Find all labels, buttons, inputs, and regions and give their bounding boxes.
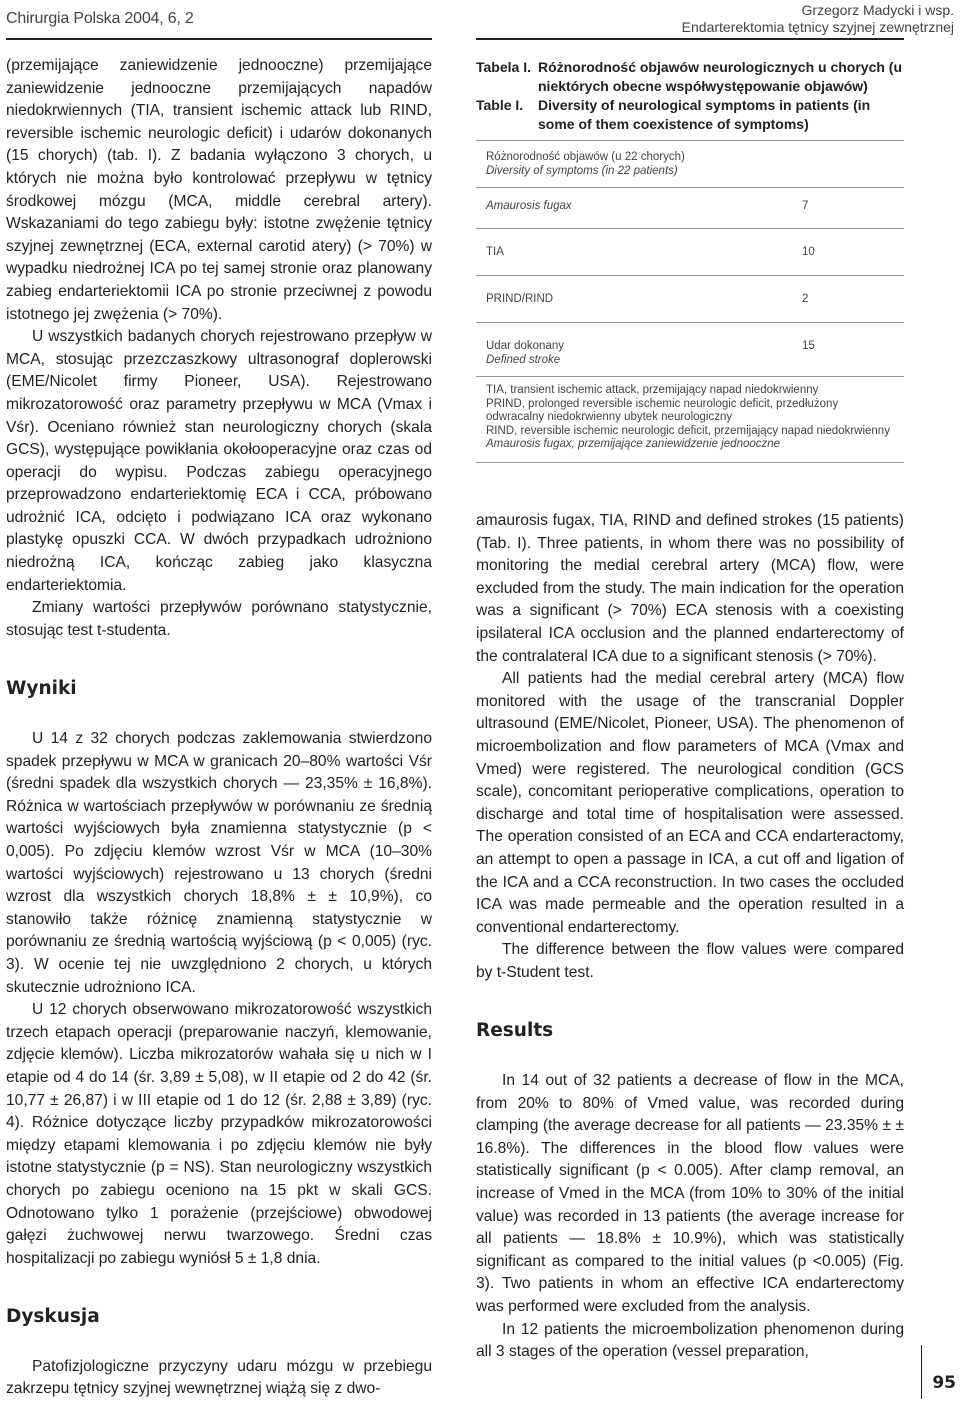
paragraph: Zmiany wartości przepływów porównano statystycznie, stosując test t-studenta. xyxy=(6,599,432,639)
table-header-pl: Różnorodność objawów (u 22 chorych) xyxy=(486,151,685,163)
table-note: PRIND, prolonged reversible ischemic neurologic deficit, przedłużony odwracalny niedokrwienny ubytek neurologiczny xyxy=(486,397,839,423)
table-rule xyxy=(476,376,904,377)
caption-title: Diversity of neurological symptoms in patients (in some of them coexistence of symptoms) xyxy=(538,97,871,132)
table-note: Amaurosis fugax, przemijające zaniewidzenie jednooczne xyxy=(486,438,781,450)
row-value: 7 xyxy=(802,200,809,212)
row-label: Amaurosis fugax xyxy=(486,200,572,212)
section-heading-wyniki: Wyniki xyxy=(6,678,77,700)
row-label: TIA xyxy=(486,246,504,258)
paragraph: U wszystkich badanych chorych rejestrowano przepływ w MCA, stosując przezczaszkowy ultrasonograf doplerowski (EME/Nicolet firmy Pioneer, USA). Rejestrowano mikrozatorowość oraz parametry przepływu w MCA (Vmax i Vśr). Oceniano również stan neurologiczny chorych (skala GCS), występujące powikłania okołooperacyjne oraz czas od operacji do wypisu. Podczas zabiegu operacyjnego przeprowadzono endarteriektomię ECA i CCA, próbowano udrożnić ICA, odcięto i podwiązano ICA oraz wykonano plastykę opuszki CCA. W dwóch przypadkach udrożniono niedrożną ICA, kończąc zabieg jako klasyczna endarteriektomia. xyxy=(6,328,432,594)
right-column xyxy=(476,510,904,1364)
paragraph: The difference between the flow values were compared by t-Student test. xyxy=(476,941,904,981)
row-label: Udar dokonany xyxy=(486,340,564,352)
table-note: TIA, transient ischemic attack, przemijający napad niedokrwienny xyxy=(486,384,819,396)
table-rule xyxy=(476,462,904,463)
page-number: 95 xyxy=(932,1373,956,1393)
table-rule xyxy=(476,140,904,141)
caption-label: Table I. xyxy=(476,97,524,113)
table-rule xyxy=(476,322,904,323)
caption-pl xyxy=(476,58,904,96)
row-label: PRIND/RIND xyxy=(486,293,554,305)
table-caption xyxy=(476,58,904,134)
row-value: 2 xyxy=(802,293,809,305)
caption-title: Różnorodność objawów neurologicznych u chorych (u niektórych obecne współwystępowanie objawów) xyxy=(538,59,903,94)
table-notes xyxy=(486,384,896,452)
row-value: 10 xyxy=(802,246,815,258)
table-row xyxy=(486,339,894,367)
table-note: RIND, reversible ischemic neurologic deficit, przemijający napad niedokrwienny xyxy=(486,424,890,437)
journal-citation: Chirurgia Polska 2004, 6, 2 xyxy=(6,10,194,27)
table-row xyxy=(486,292,894,306)
paragraph: Patofizjologiczne przyczyny udaru mózgu w przebiegu zakrzepu tętnicy szyjnej wewnętrznej wiążą się z dwo- xyxy=(6,1357,432,1398)
paragraph: In 12 patients the microembolization phenomenon during all 3 stages of the operation (vessel preparation, xyxy=(476,1320,904,1361)
header-rule-right xyxy=(476,38,904,40)
row-value: 15 xyxy=(802,340,815,352)
paragraph: U 12 chorych obserwowano mikrozatorowość wszystkich trzech etapach operacji (preparowanie naczyń, klemowanie, zdjęcie klemów). Liczba mikrozatorów wahała się u nich w I etapie od 4 do 14 (śr. 3,89 ± 5,08), w II etapie od 2 do 42 (śr. 10,77 ± 26,87) i w III etapie od 1 do 12 (śr. 2,88 ± 3,89) (ryc. 4). Różnice dotyczące liczby przypadków mikrozatorowości między etapami klemowania i po zdjęciu klemów nie były istotne statystycznie (p = NS). Stan neurologiczny wszystkich chorych po zabiegu oceniono na 15 pkt w skali GCS. Odnotowano tylko 1 porażenie (przejściowe) obwodowej gałęzi żuchwowej nerwu twarzowego. Średni czas hospitalizacji po zabiegu wyniósł 5 ± 1,8 dnia. xyxy=(6,1001,432,1267)
paragraph: All patients had the medial cerebral artery (MCA) flow monitored with the usage of the transcranial Doppler ultrasound (EME/Nicolet, Pioneer, USA). The phenomenon of microembolization and flow parameters of MCA (Vmax and Vmed) were registered. The neurological condition (GCS scale), concomitant perioperative complications, operation to discharge and total time of hospitalisation were assessed. The operation consisted of an ECA and CCA endarteractomy, an attempt to open a passage in ICA, a cut off and ligation of the ICA and a CCA reconstruction. In two cases the occluded ICA was made permeable and the operation resulted in a conventional endarterectomy. xyxy=(476,670,904,936)
page-header xyxy=(0,0,960,40)
running-title: Endarterektomia tętnicy szyjnej zewnętrznej xyxy=(681,19,954,35)
table-rule xyxy=(476,187,904,188)
table-rule xyxy=(476,275,904,276)
running-head xyxy=(682,2,954,36)
paragraph: U 14 z 32 chorych podczas zaklemowania stwierdzono spadek przepływu w MCA w granicach 20–80% wartości Vśr (średni spadek dla wszystkich chorych — 23,35% ± 16,8%). Różnica w wartościach przepływów w porównaniu ze średnią wartości wyjściowych była znamienna statystycznie (p < 0,005). Po zdjęciu klemów wzrost Vśr w MCA (10–30% wartości wyjściowych) rejestrowano u 13 chorych (średni wzrost dla wszystkich chorych 18,8% ± ± 10,9%), co stanowiło także różnicę znamienną statystycznie w porównaniu ze średnią wartością wyjściową (p < 0,005) (ryc. 3). W ocenie tej nie uwzględniono 2 chorych, u których skutecznie udrożniono ICA. xyxy=(6,730,432,996)
header-rule-left xyxy=(6,38,432,40)
table-rule xyxy=(476,228,904,229)
table-header xyxy=(486,150,685,178)
left-column xyxy=(6,55,432,1401)
paragraph: In 14 out of 32 patients a decrease of flow in the MCA, from 20% to 80% of Vmed value, was recorded during clamping (the average decrease for all patients — 23.35% ± ± 16.8%). The differences in the blood flow values were statistically significant (p < 0.005). After clamp removal, an increase of Vmed in the MCA (from 10% to 30% of the initial value) was recorded in 13 patients (the average increase for all patients — 18.8% ± 10.9%), which was statistically significant as compared to the initial values (p <0.005) (Fig. 3). Two patients in whom an effective ICA endarterectomy was performed were excluded from the analysis. xyxy=(476,1072,904,1315)
authors: Grzegorz Madycki i wsp. xyxy=(801,2,954,18)
table-header-en: Diversity of symptoms (in 22 patients) xyxy=(486,165,678,177)
page-number-rule xyxy=(921,1345,922,1399)
table-row xyxy=(486,199,894,213)
paragraph: amaurosis fugax, TIA, RIND and defined strokes (15 patients) (Tab. I). Three patients, in whom there was no possibility of monitoring the medial cerebral artery (MCA) flow, were excluded from the study. The main indication for the operation was a significant (> 70%) ECA stenosis with a coexisting ipsilateral ICA occlusion and the planned endarterectomy of the contralateral ICA due to a significant stenosis (> 70%). xyxy=(476,512,904,665)
caption-label: Tabela I. xyxy=(476,59,531,75)
caption-en xyxy=(476,96,904,134)
row-label-en: Defined stroke xyxy=(486,354,561,366)
table-row xyxy=(486,245,894,259)
section-heading-dyskusja: Dyskusja xyxy=(6,1306,100,1328)
section-heading-results: Results xyxy=(476,1020,554,1042)
paragraph: (przemijające zaniewidzenie jednooczne) przemijające zaniewidzenie jednooczne przemijających napadów niedokrwiennych (TIA, transient ischemic attack lub RIND, reversible ischemic neurologic deficit) i udarów dokonanych (15 chorych) (tab. I). Z badania wyłączono 3 chorych, u których nie można było kontrolować przepływu w tętnicy środkowej mózgu (MCA, middle cerebral artery). Wskazaniami do tego zabiegu były: istotne zwężenie tętnicy szyjnej zewnętrznej (ECA, external carotid atery) (> 70%) w wypadku niedrożnej ICA po tej samej stronie oraz planowany zabieg endarteriektomii ICA po stronie przeciwnej z powodu istotnego jej zwężenia (> 70%). xyxy=(6,57,432,323)
